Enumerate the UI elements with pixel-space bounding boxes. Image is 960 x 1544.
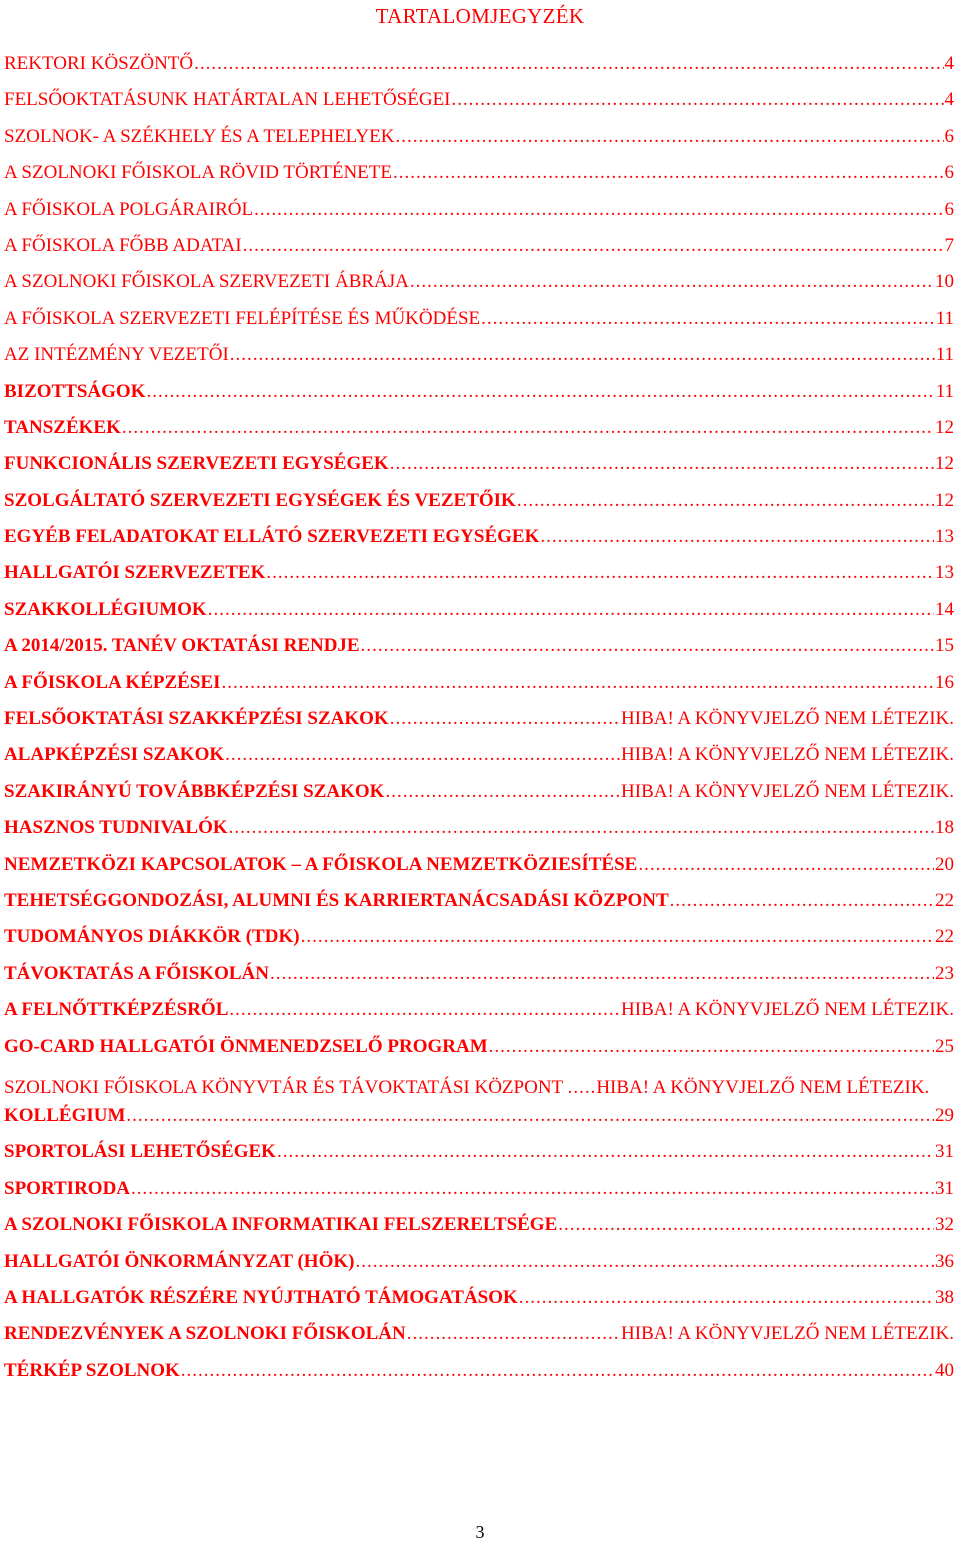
toc-entry-label: FELSŐOKTATÁSI SZAKKÉPZÉSI SZAKOK — [4, 708, 389, 730]
toc-entry-leader — [517, 490, 934, 512]
toc-entry-label: A FŐISKOLA POLGÁRAIRÓL — [4, 198, 254, 220]
toc-entry-page: 22 — [935, 889, 954, 911]
toc-entry-leader — [126, 1105, 934, 1127]
toc-entry-label: RENDEZVÉNYEK A SZOLNOKI FŐISKOLÁN — [4, 1323, 406, 1345]
toc-entry-leader — [181, 1360, 934, 1382]
toc-entry-page: HIBA! A KÖNYVJELZŐ NEM LÉTEZIK. — [621, 744, 954, 766]
toc-entry-page: 6 — [944, 198, 954, 220]
toc-entry-label: TÉRKÉP SZOLNOK — [4, 1359, 180, 1381]
toc-entry-label: TEHETSÉGGONDOZÁSI, ALUMNI ÉS KARRIERTANÁCSADÁSI KÖZPONT — [4, 889, 669, 911]
toc-entry-label: SZOLNOKI FŐISKOLA KÖNYVTÁR ÉS TÁVOKTATÁSI KÖZPONT — [4, 1076, 563, 1098]
toc-entry-label: SZOLNOK- A SZÉKHELY ÉS A TELEPHELYEK — [4, 125, 395, 147]
toc-entry-leader — [229, 817, 934, 839]
toc-entry-label: A FŐISKOLA FŐBB ADATAI — [4, 234, 242, 256]
toc-entry-page: 23 — [935, 962, 954, 984]
toc-title: TARTALOMJEGYZÉK — [375, 4, 585, 28]
toc-entry[interactable] — [4, 417, 954, 453]
toc-entry[interactable] — [4, 1287, 954, 1323]
toc-entry[interactable] — [4, 926, 954, 962]
table-of-contents — [4, 53, 954, 1396]
toc-entry[interactable] — [4, 1178, 954, 1214]
toc-entry-leader — [519, 1287, 934, 1309]
toc-entry-leader — [221, 672, 934, 694]
toc-entry[interactable] — [4, 199, 954, 235]
toc-entry-leader — [270, 963, 934, 985]
toc-entry[interactable] — [4, 635, 954, 671]
toc-entry-label: FUNKCIONÁLIS SZERVEZETI EGYSÉGEK — [4, 453, 389, 475]
toc-entry[interactable] — [4, 235, 954, 271]
toc-entry-page: 18 — [935, 817, 954, 839]
toc-entry[interactable] — [4, 53, 954, 89]
toc-entry-leader — [410, 271, 934, 293]
toc-entry-page: 22 — [935, 926, 954, 948]
toc-entry-page: 6 — [944, 125, 954, 147]
toc-entry-leader — [393, 162, 944, 184]
toc-entry-page: 12 — [935, 489, 954, 511]
toc-entry-leader — [266, 562, 934, 584]
toc-entry-label: HALLGATÓI SZERVEZETEK — [4, 562, 266, 584]
toc-entries — [4, 53, 954, 1072]
toc-entry-leader — [452, 89, 944, 111]
toc-entry-page: 6 — [944, 162, 954, 184]
toc-entry[interactable] — [4, 1036, 954, 1072]
toc-entry[interactable] — [4, 999, 954, 1035]
toc-entry-page: 31 — [935, 1177, 954, 1199]
toc-entry-label: A FŐISKOLA KÉPZÉSEI — [4, 671, 221, 693]
toc-entry-page: 4 — [944, 53, 954, 74]
toc-entry-label: A SZOLNOKI FŐISKOLA RÖVID TÖRTÉNETE — [4, 162, 392, 184]
toc-entry-leader — [254, 199, 943, 221]
toc-entry-page: HIBA! A KÖNYVJELZŐ NEM LÉTEZIK. — [621, 708, 954, 730]
toc-entry[interactable] — [4, 308, 954, 344]
toc-entry[interactable] — [4, 672, 954, 708]
toc-entry-label: GO-CARD HALLGATÓI ÖNMENEDZSELŐ PROGRAM — [4, 1035, 488, 1057]
toc-entry[interactable] — [4, 1105, 954, 1141]
toc-entry-page: 12 — [935, 416, 954, 438]
toc-entry-label: SZAKIRÁNYÚ TOVÁBBKÉPZÉSI SZAKOK — [4, 780, 385, 802]
toc-entry[interactable] — [4, 126, 954, 162]
toc-entry-leader — [558, 1214, 934, 1236]
toc-entry-label: NEMZETKÖZI KAPCSOLATOK – A FŐISKOLA NEMZETKÖZIESÍTÉSE — [4, 853, 638, 875]
toc-entry[interactable] — [4, 781, 954, 817]
toc-entry[interactable] — [4, 381, 954, 417]
toc-entry[interactable] — [4, 1214, 954, 1250]
toc-entry-leader — [301, 926, 934, 948]
toc-entry-label: KOLLÉGIUM — [4, 1104, 126, 1126]
toc-entry-page: 31 — [935, 1141, 954, 1163]
toc-entry-leader — [131, 1178, 934, 1200]
toc-entry-leader — [489, 1036, 934, 1058]
toc-entry-label: BIZOTTSÁGOK — [4, 380, 146, 402]
toc-entry[interactable] — [4, 708, 954, 744]
toc-entry[interactable] — [4, 453, 954, 489]
toc-entry-page: 11 — [935, 380, 954, 402]
toc-entry-page: 38 — [935, 1286, 954, 1308]
toc-entry-label: SPORTIRODA — [4, 1177, 131, 1199]
toc-entry-leader — [481, 308, 935, 330]
toc-entry-leader — [407, 1323, 620, 1345]
toc-entry-leader — [395, 126, 943, 148]
toc-entry-leader — [147, 381, 935, 403]
toc-entry-page: 13 — [935, 526, 954, 548]
toc-entry[interactable] — [4, 890, 954, 926]
toc-entry[interactable] — [4, 89, 954, 125]
toc-entry-page: 16 — [935, 671, 954, 693]
toc-entry-leader — [670, 890, 934, 912]
toc-entry-leader — [385, 781, 620, 803]
toc-entry[interactable] — [4, 526, 954, 562]
toc-entry[interactable] — [4, 817, 954, 853]
toc-entry[interactable] — [4, 490, 954, 526]
toc-entry-leader — [540, 526, 934, 548]
toc-entry-leader — [390, 708, 620, 730]
toc-entry-label: SZOLGÁLTATÓ SZERVEZETI EGYSÉGEK ÉS VEZETŐIK — [4, 489, 516, 511]
toc-entry-page: HIBA! A KÖNYVJELZŐ NEM LÉTEZIK. — [621, 1323, 954, 1345]
toc-entry-leader — [355, 1251, 934, 1273]
toc-entry[interactable] — [4, 271, 954, 307]
toc-entry-leader — [208, 599, 934, 621]
toc-entry-label: AZ INTÉZMÉNY VEZETŐI — [4, 344, 229, 366]
toc-entry-page: 10 — [935, 271, 954, 293]
toc-entry-page: 4 — [944, 89, 954, 111]
toc-entry-label: A SZOLNOKI FŐISKOLA INFORMATIKAI FELSZERELTSÉGE — [4, 1214, 558, 1236]
toc-entry[interactable] — [4, 162, 954, 198]
toc-entry-label: ALAPKÉPZÉSI SZAKOK — [4, 744, 225, 766]
toc-entry[interactable] — [4, 599, 954, 635]
toc-entry-leader — [122, 417, 934, 439]
toc-entry-page: 13 — [935, 562, 954, 584]
toc-entry-label: A SZOLNOKI FŐISKOLA SZERVEZETI ÁBRÁJA — [4, 271, 409, 293]
toc-entry-page: HIBA! A KÖNYVJELZŐ NEM LÉTEZIK. — [621, 780, 954, 802]
toc-entry-label: TÁVOKTATÁS A FŐISKOLÁN — [4, 962, 269, 984]
toc-entries-continued — [4, 1105, 954, 1396]
toc-entry-leader — [230, 344, 935, 366]
toc-entry-page: 32 — [935, 1214, 954, 1236]
toc-entry-label: HASZNOS TUDNIVALÓK — [4, 817, 228, 839]
toc-entry[interactable] — [4, 562, 954, 598]
toc-entry-label: HALLGATÓI ÖNKORMÁNYZAT (HÖK) — [4, 1250, 355, 1272]
toc-entry-page: HIBA! A KÖNYVJELZŐ NEM LÉTEZIK. — [596, 1076, 930, 1098]
toc-entry-label: TUDOMÁNYOS DIÁKKÖR (TDK) — [4, 926, 300, 948]
toc-entry[interactable] — [4, 963, 954, 999]
toc-entry[interactable] — [4, 344, 954, 380]
toc-entry[interactable] — [4, 744, 954, 780]
toc-entry[interactable] — [4, 1141, 954, 1177]
toc-entry-page: 29 — [935, 1104, 954, 1126]
toc-entry[interactable] — [4, 1251, 954, 1287]
toc-entry-leader — [229, 999, 620, 1021]
toc-entry[interactable] — [4, 854, 954, 890]
toc-entry-label: FELSŐOKTATÁSUNK HATÁRTALAN LEHETŐSÉGEI — [4, 89, 451, 111]
toc-entry-label: SPORTOLÁSI LEHETŐSÉGEK — [4, 1141, 276, 1163]
toc-entry-leader — [277, 1141, 934, 1163]
toc-entry-page: 7 — [944, 234, 954, 256]
toc-entry-page: 12 — [935, 453, 954, 475]
toc-entry-page: 11 — [935, 307, 954, 329]
toc-entry-label: REKTORI KÖSZÖNTŐ — [4, 53, 194, 74]
toc-entry-label: A FELNŐTTKÉPZÉSRŐL — [4, 999, 229, 1021]
toc-entry-page: 11 — [935, 344, 954, 366]
toc-entry[interactable] — [4, 1360, 954, 1396]
toc-entry-leader — [194, 53, 943, 75]
toc-entry-page: 15 — [935, 635, 954, 657]
toc-entry-page: 14 — [935, 598, 954, 620]
toc-entry-label: EGYÉB FELADATOKAT ELLÁTÓ SZERVEZETI EGYSÉGEK — [4, 526, 540, 548]
toc-entry-leader: ..... — [567, 1076, 597, 1098]
toc-entry-leader — [243, 235, 944, 257]
toc-entry-label: TANSZÉKEK — [4, 416, 121, 438]
toc-entry-label: A HALLGATÓK RÉSZÉRE NYÚJTHATÓ TÁMOGATÁSOK — [4, 1286, 518, 1308]
toc-entry-leader — [390, 453, 934, 475]
toc-entry-label: A 2014/2015. TANÉV OKTATÁSI RENDJE — [4, 635, 360, 657]
toc-entry-label: A FŐISKOLA SZERVEZETI FELÉPÍTÉSE ÉS MŰKÖDÉSE — [4, 307, 481, 329]
toc-entry-label: SZAKKOLLÉGIUMOK — [4, 598, 207, 620]
toc-entry[interactable] — [4, 1323, 954, 1359]
toc-entry-page: 40 — [935, 1359, 954, 1381]
toc-entry-page: 25 — [935, 1035, 954, 1057]
page-number: 3 — [475, 1522, 485, 1542]
toc-entry-page: 36 — [935, 1250, 954, 1272]
toc-entry-page: HIBA! A KÖNYVJELZŐ NEM LÉTEZIK. — [621, 999, 954, 1021]
toc-entry-page: 20 — [935, 853, 954, 875]
toc-entry-wrapped[interactable] — [4, 1072, 954, 1100]
toc-entry-leader — [638, 854, 934, 876]
toc-entry-leader — [361, 635, 934, 657]
toc-entry-leader — [225, 744, 620, 766]
